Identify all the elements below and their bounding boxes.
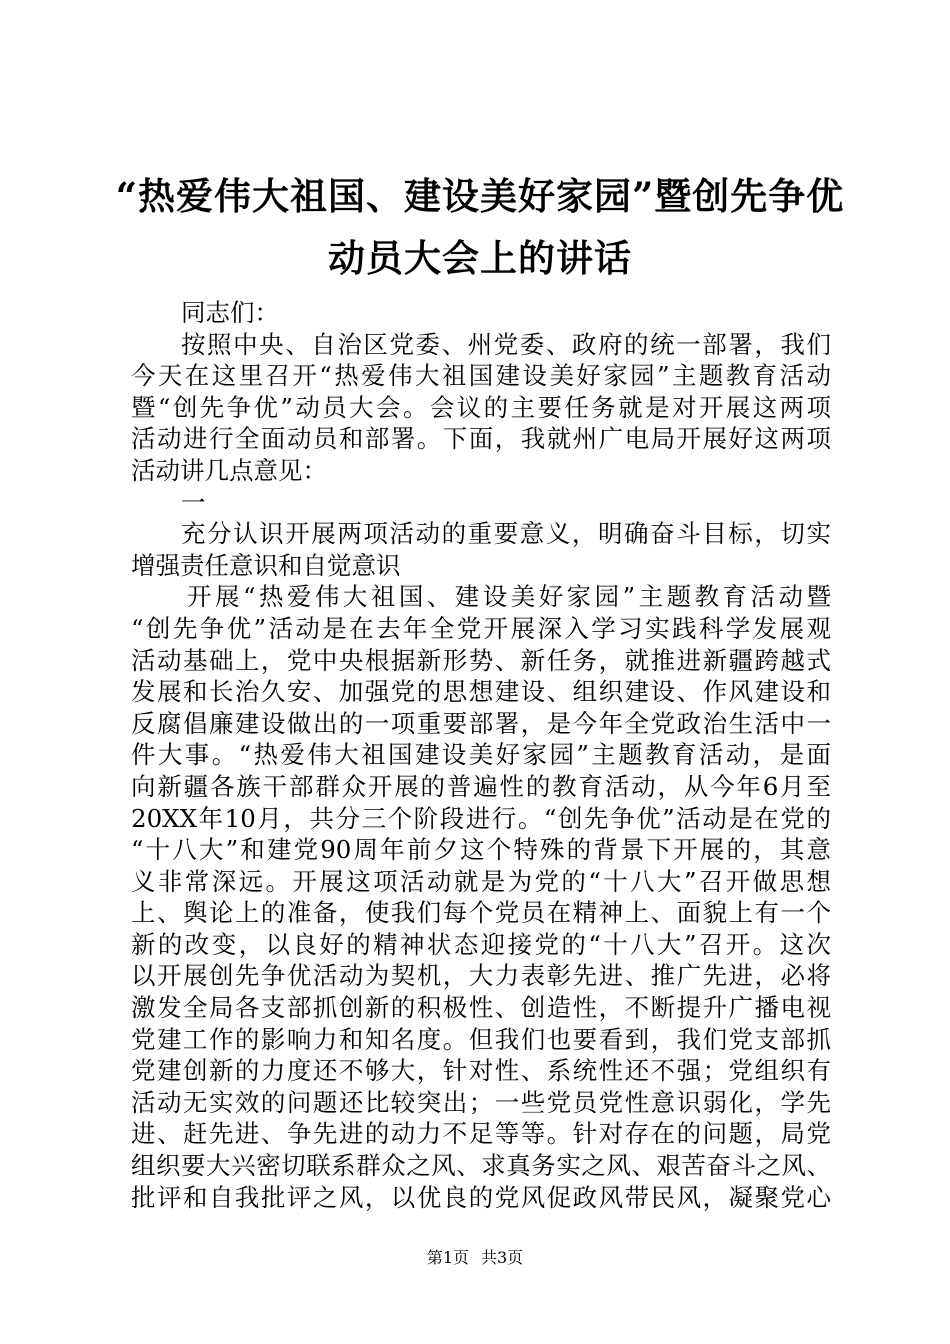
paragraph-1-line: 今天在这里召开“热爱伟大祖国建设美好家园”主题教育活动 (131, 361, 831, 391)
paragraph-2-line: 向新疆各族干部群众开展的普遍性的教育活动，从今年6月至 (131, 771, 831, 801)
paragraph-1-line: 按照中央、自治区党委、州党委、政府的统一部署，我们 (181, 329, 831, 359)
document-title-line-1: “热爱伟大祖国、建设美好家园”暨创先争优 (115, 174, 845, 218)
paragraph-2-line: 上、舆论上的准备，使我们每个党员在精神上、面貌上有一个 (131, 898, 831, 928)
paragraph-2-line: 活动基础上，党中央根据新形势、新任务，就推进新疆跨越式 (131, 645, 831, 675)
paragraph-1-line: 暨“创先争优”动员大会。会议的主要任务就是对开展这两项 (131, 392, 831, 422)
paragraph-2-line: 新的改变，以良好的精神状态迎接党的“十八大”召开。这次 (131, 929, 831, 959)
paragraph-2-line: 开展“热爱伟大祖国、建设美好家园”主题教育活动暨 (187, 582, 831, 612)
paragraph-2-line: 党建工作的影响力和知名度。但我们也要看到，我们党支部抓 (131, 1024, 831, 1054)
paragraph-2-line: 党建创新的力度还不够大，针对性、系统性还不强；党组织有 (131, 1056, 831, 1086)
paragraph-1-line: 活动讲几点意见： (131, 455, 327, 485)
paragraph-2-line: 组织要大兴密切联系群众之风、求真务实之风、艰苦奋斗之风、 (131, 1151, 831, 1181)
paragraph-2-line: 活动无实效的问题还比较突出；一些党员党性意识弱化，学先 (131, 1087, 831, 1117)
page-number-current: 第1页 (426, 1248, 469, 1267)
paragraph-2-line: 批评和自我批评之风，以优良的党风促政风带民风，凝聚党心 (131, 1182, 831, 1212)
section-number: 一 (181, 487, 206, 517)
paragraph-2-line: 激发全局各支部抓创新的积极性、创造性，不断提升广播电视 (131, 993, 831, 1023)
paragraph-2-line: 反腐倡廉建设做出的一项重要部署，是今年全党政治生活中一 (131, 708, 831, 738)
paragraph-2-line: “创先争优”活动是在去年全党开展深入学习实践科学发展观 (131, 613, 831, 643)
paragraph-2-line: 进、赶先进、争先进的动力不足等等。针对存在的问题，局党 (131, 1119, 831, 1149)
paragraph-2-line: 义非常深远。开展这项活动就是为党的“十八大”召开做思想 (131, 866, 831, 896)
document-title-line-2: 动员大会上的讲话 (328, 236, 632, 280)
paragraph-2-line: 20XX年10月，共分三个阶段进行。“创先争优”活动是在党的 (131, 803, 831, 833)
paragraph-2-line: 件大事。“热爱伟大祖国建设美好家园”主题教育活动，是面 (131, 740, 831, 770)
paragraph-2-line: “十八大”和建党90周年前夕这个特殊的背景下开展的，其意 (131, 835, 831, 865)
page-footer (0, 1245, 950, 1268)
salutation: 同志们： (181, 298, 279, 327)
paragraph-1-line: 活动进行全面动员和部署。下面，我就州广电局开展好这两项 (131, 424, 831, 454)
section-heading-line: 增强责任意识和自觉意识 (131, 550, 401, 580)
page-number-total: 共3页 (481, 1248, 524, 1267)
document-body (131, 297, 831, 1213)
section-heading-line: 充分认识开展两项活动的重要意义，明确奋斗目标，切实 (181, 519, 831, 549)
paragraph-2-line: 发展和长治久安、加强党的思想建设、组织建设、作风建设和 (131, 677, 831, 707)
paragraph-2-line: 以开展创先争优活动为契机，大力表彰先进、推广先进，必将 (131, 961, 831, 991)
